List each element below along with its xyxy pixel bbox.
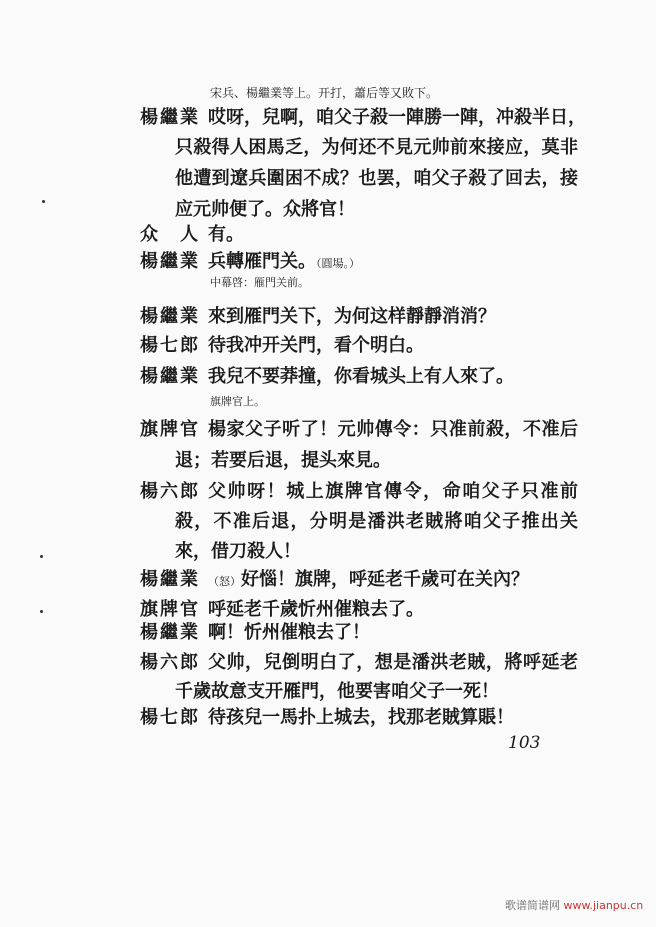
- scan-speck: [42, 200, 45, 203]
- page-number: 103: [508, 733, 541, 753]
- dialogue-line: 父帅呀！城上旗牌官傳令，命咱父子只准前: [208, 481, 578, 502]
- speaker: 旗牌官: [140, 599, 198, 620]
- dialogue-line: 啊！忻州催粮去了！: [208, 622, 370, 643]
- dialogue-line: 呼延老千歲忻州催粮去了。: [208, 599, 424, 620]
- speaker: 楊繼業: [140, 569, 198, 590]
- scan-speck: [40, 610, 43, 613]
- dialogue-line: 來到雁門关下，为何这样靜靜消消？: [208, 306, 496, 327]
- dialogue-line: 待我冲开关門，看个明白。: [208, 335, 424, 356]
- dialogue-line: 应元帅便了。众將官！: [175, 199, 355, 220]
- dialogue-line: 只殺得人困馬乏，为何还不見元帅前來接应，莫非: [175, 137, 578, 158]
- dialogue-line: 千歲故意支开雁門，他要害咱父子一死！: [175, 681, 499, 702]
- dialogue-line: 退；若要后退，提头來見。: [175, 450, 391, 471]
- dialogue-line: 楊家父子听了！元帅傳令：只准前殺，不准后: [208, 419, 578, 440]
- watermark-url: www.jianpu.cn: [563, 899, 644, 912]
- speaker: 众人: [140, 224, 198, 245]
- watermark: [505, 897, 643, 913]
- dialogue-line: 來，借刀殺人！: [175, 541, 301, 562]
- dialogue-text: 好惱！旗牌，呼延老千歲可在关內？: [241, 569, 529, 590]
- inline-direction: （圓場。）: [316, 257, 360, 270]
- dialogue-line: [208, 251, 360, 275]
- inline-direction: （怒）: [208, 575, 241, 588]
- watermark-site: 歌谱简谱网: [505, 899, 560, 912]
- speaker: 楊繼業: [140, 107, 198, 128]
- dialogue-line: 我兒不要莽撞，你看城头上有人來了。: [208, 366, 514, 387]
- dialogue-line: 有。: [208, 224, 244, 245]
- dialogue-line: [208, 569, 529, 593]
- speaker: 楊繼業: [140, 251, 198, 272]
- speaker: 楊六郎: [140, 652, 198, 673]
- dialogue-line: 他遭到遼兵圍困不成？也罢，咱父子殺了回去，接: [175, 168, 578, 189]
- speaker: 楊繼業: [140, 306, 198, 327]
- stage-direction: 旗牌官上。: [210, 395, 265, 408]
- dialogue-text: 兵轉雁門关。: [208, 251, 316, 272]
- scan-speck: [40, 555, 43, 558]
- dialogue-line: 父帅，兒倒明白了，想是潘洪老賊，將呼延老: [208, 652, 578, 673]
- speaker: 楊繼業: [140, 622, 198, 643]
- stage-direction: 中幕啓：雁門关前。: [210, 276, 309, 289]
- speaker: 旗牌官: [140, 419, 198, 440]
- dialogue-line: 殺，不准后退，分明是潘洪老賊將咱父子推出关: [175, 511, 578, 532]
- stage-direction: 宋兵、楊繼業等上。开打，蕭后等又敗下。: [210, 86, 439, 100]
- speaker: 楊六郎: [140, 481, 198, 502]
- speaker: 楊七郎: [140, 335, 198, 356]
- dialogue-line: 待孩兒一馬扑上城去，找那老賊算賬！: [208, 707, 514, 728]
- speaker: 楊繼業: [140, 366, 198, 387]
- speaker: 楊七郎: [140, 707, 198, 728]
- dialogue-line: 哎呀，兒啊，咱父子殺一陣勝一陣，冲殺半日，: [208, 107, 586, 128]
